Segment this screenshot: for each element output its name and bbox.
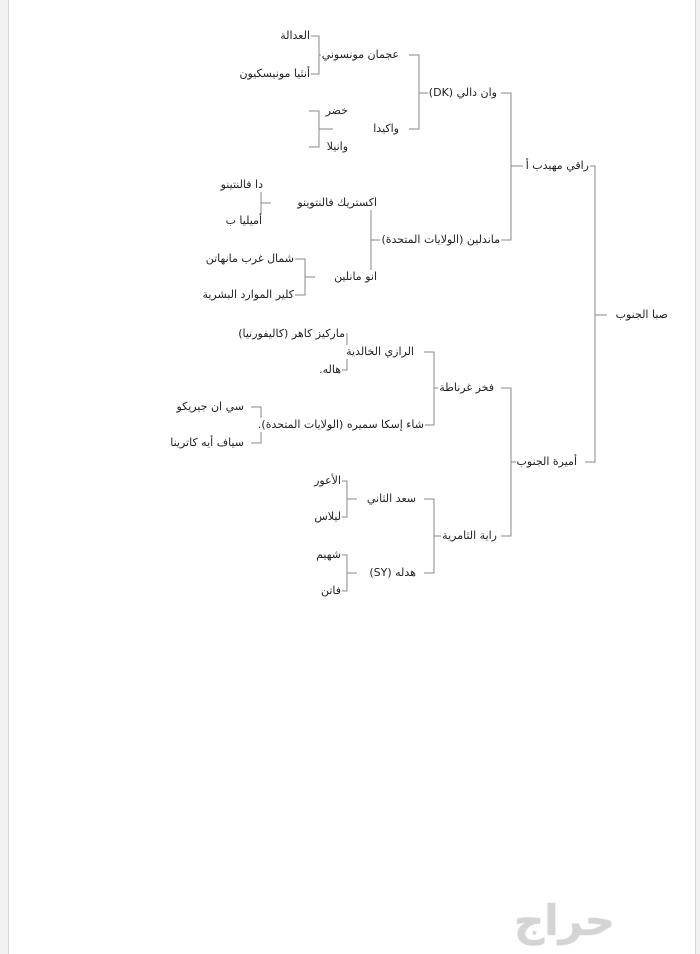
gen4-node: شمال غرب مانهاتن — [205, 252, 294, 265]
gen4-node: ماركيز كاهر (كاليفورنيا) — [238, 327, 345, 340]
sire-node: راقي مهيدب أ — [525, 159, 589, 172]
gen3-node: واكيدا — [373, 122, 399, 135]
document-page — [8, 0, 696, 954]
gen2-node: فخر غرناطة — [439, 381, 494, 394]
connector-lines — [251, 36, 607, 591]
gen3-node: شاء إسكا سميره (الولايات المتحدة). — [257, 418, 424, 431]
gen4-node: الأعور — [314, 474, 341, 487]
bracket-connector — [424, 499, 441, 573]
gen3-node: عجمان مونسوني — [321, 48, 399, 61]
gen4-node: شهيم — [316, 548, 341, 561]
root-node: صبا الجنوب — [615, 308, 668, 321]
gen4-node: فاتن — [320, 584, 341, 597]
gen4-node: هاله. — [319, 363, 341, 376]
gen4-node: دا فالنتينو — [220, 178, 263, 191]
gen2-node: ماندلين (الولايات المتحدة) — [381, 233, 500, 246]
gen3-node: الرازي الخالدية — [346, 345, 414, 358]
gen3-node: سعد الثاني — [366, 492, 416, 505]
gen3-node: انو مانلين — [334, 270, 377, 283]
gen4-node: سي ان جيريكو — [176, 400, 244, 413]
gen4-node: سياف أيه كاترينا — [170, 436, 244, 449]
gen4-node: العدالة — [280, 29, 310, 42]
gen2-node: راية الثامرية — [442, 529, 497, 542]
gen3-node: هدله (SY) — [369, 566, 416, 579]
gen2-node: وان دالي (DK) — [428, 86, 497, 99]
bracket-connector — [585, 166, 607, 462]
bracket-connector — [295, 259, 315, 295]
watermark-logo: حراج — [514, 896, 616, 945]
gen4-node: وانيلا — [326, 140, 348, 153]
gen4-node: كلير الموارد البشرية — [202, 288, 294, 301]
bracket-connector — [501, 93, 523, 240]
gen4-node: أميليا ب — [225, 214, 262, 227]
pedigree-tree — [9, 0, 695, 954]
gen3-node: اكستريك فالنتوينو — [297, 196, 377, 209]
gen4-node: خضر — [325, 104, 348, 117]
gen4-node: أنثيا مونيسكيون — [239, 67, 310, 80]
dam-node: أميرة الجنوب — [516, 455, 577, 468]
gen4-node: ليلاس — [314, 510, 341, 523]
